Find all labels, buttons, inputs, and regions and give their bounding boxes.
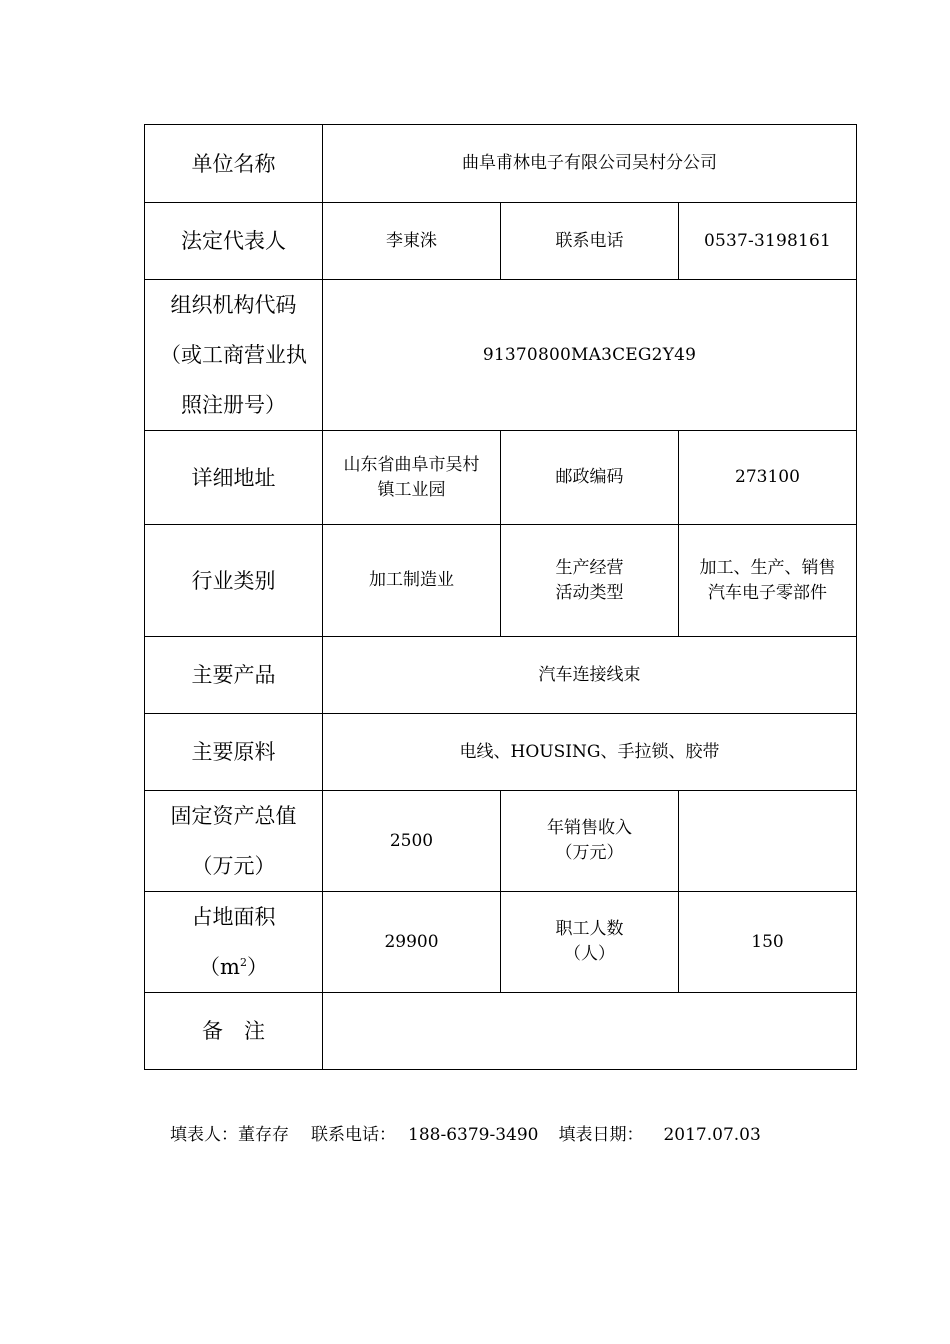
footer-phone-label: 联系电话： bbox=[311, 1125, 396, 1145]
assets-label bbox=[145, 791, 323, 892]
footer-phone-value: 188-6379-3490 bbox=[408, 1125, 539, 1145]
activity-label-line-2: 活动类型 bbox=[555, 582, 624, 603]
address-value-line-1: 山东省曲阜市吴村 bbox=[343, 454, 480, 475]
area-label-line-1: 占地面积 bbox=[191, 905, 276, 929]
row-address bbox=[145, 431, 857, 525]
unit-name-value: 曲阜甫林电子有限公司吴村分公司 bbox=[323, 125, 857, 203]
staff-label-line-1: 职工人数 bbox=[555, 919, 624, 939]
activity-label-line-1: 生产经营 bbox=[555, 557, 624, 578]
sales-value bbox=[679, 791, 857, 892]
material-value: 电线、HOUSING、手拉锁、胶带 bbox=[323, 714, 857, 791]
postal-label: 邮政编码 bbox=[501, 431, 679, 525]
assets-label-line-2: （万元） bbox=[191, 854, 276, 878]
product-label: 主要产品 bbox=[145, 637, 323, 714]
postal-value: 273100 bbox=[679, 431, 857, 525]
area-label bbox=[145, 892, 323, 993]
row-unit-name bbox=[145, 125, 857, 203]
org-code-label bbox=[145, 280, 323, 431]
registration-form-table bbox=[144, 124, 857, 1070]
legal-rep-label: 法定代表人 bbox=[145, 203, 323, 280]
staff-value: 150 bbox=[679, 892, 857, 993]
row-product bbox=[145, 637, 857, 714]
activity-label bbox=[501, 525, 679, 637]
sales-label-line-1: 年销售收入 bbox=[547, 818, 632, 838]
date-label: 填表日期： bbox=[558, 1125, 644, 1145]
date-value: 2017.07.03 bbox=[663, 1125, 761, 1145]
staff-label bbox=[501, 892, 679, 993]
activity-value-line-2: 汽车电子零部件 bbox=[708, 582, 827, 603]
remarks-label: 备 注 bbox=[145, 993, 323, 1070]
row-legal-rep bbox=[145, 203, 857, 280]
row-assets bbox=[145, 791, 857, 892]
assets-label-line-1: 固定资产总值 bbox=[170, 804, 297, 828]
filler-label: 填表人： bbox=[170, 1125, 238, 1145]
address-value-line-2: 镇工业园 bbox=[377, 479, 446, 500]
row-material bbox=[145, 714, 857, 791]
org-code-value: 91370800MA3CEG2Y49 bbox=[323, 280, 857, 431]
filler-name: 董存存 bbox=[238, 1125, 289, 1145]
form-footer bbox=[170, 1120, 761, 1145]
address-value bbox=[323, 431, 501, 525]
address-label: 详细地址 bbox=[145, 431, 323, 525]
product-value: 汽车连接线束 bbox=[323, 637, 857, 714]
industry-label: 行业类别 bbox=[145, 525, 323, 637]
area-unit-superscript: 2 bbox=[239, 956, 247, 969]
remarks-value bbox=[323, 993, 857, 1070]
row-remarks bbox=[145, 993, 857, 1070]
material-label: 主要原料 bbox=[145, 714, 323, 791]
org-code-label-line-3: 照注册号） bbox=[181, 393, 286, 417]
row-industry bbox=[145, 525, 857, 637]
activity-value-line-1: 加工、生产、销售 bbox=[699, 557, 836, 578]
assets-value: 2500 bbox=[323, 791, 501, 892]
industry-value: 加工制造业 bbox=[323, 525, 501, 637]
phone-label: 联系电话 bbox=[501, 203, 679, 280]
org-code-label-line-1: 组织机构代码 bbox=[170, 293, 297, 317]
org-code-label-line-2: （或工商营业执 bbox=[160, 343, 307, 367]
area-value: 29900 bbox=[323, 892, 501, 993]
phone-value: 0537-3198161 bbox=[679, 203, 857, 280]
area-label-line-2 bbox=[151, 942, 316, 992]
area-unit-prefix: （m bbox=[199, 955, 240, 979]
sales-label bbox=[501, 791, 679, 892]
activity-value bbox=[679, 525, 857, 637]
row-area bbox=[145, 892, 857, 993]
area-unit-suffix: ） bbox=[246, 955, 268, 979]
row-org-code bbox=[145, 280, 857, 431]
legal-rep-value: 李東洙 bbox=[323, 203, 501, 280]
staff-label-line-2: （人） bbox=[564, 944, 615, 964]
sales-label-line-2: （万元） bbox=[555, 843, 624, 863]
unit-name-label: 单位名称 bbox=[145, 125, 323, 203]
